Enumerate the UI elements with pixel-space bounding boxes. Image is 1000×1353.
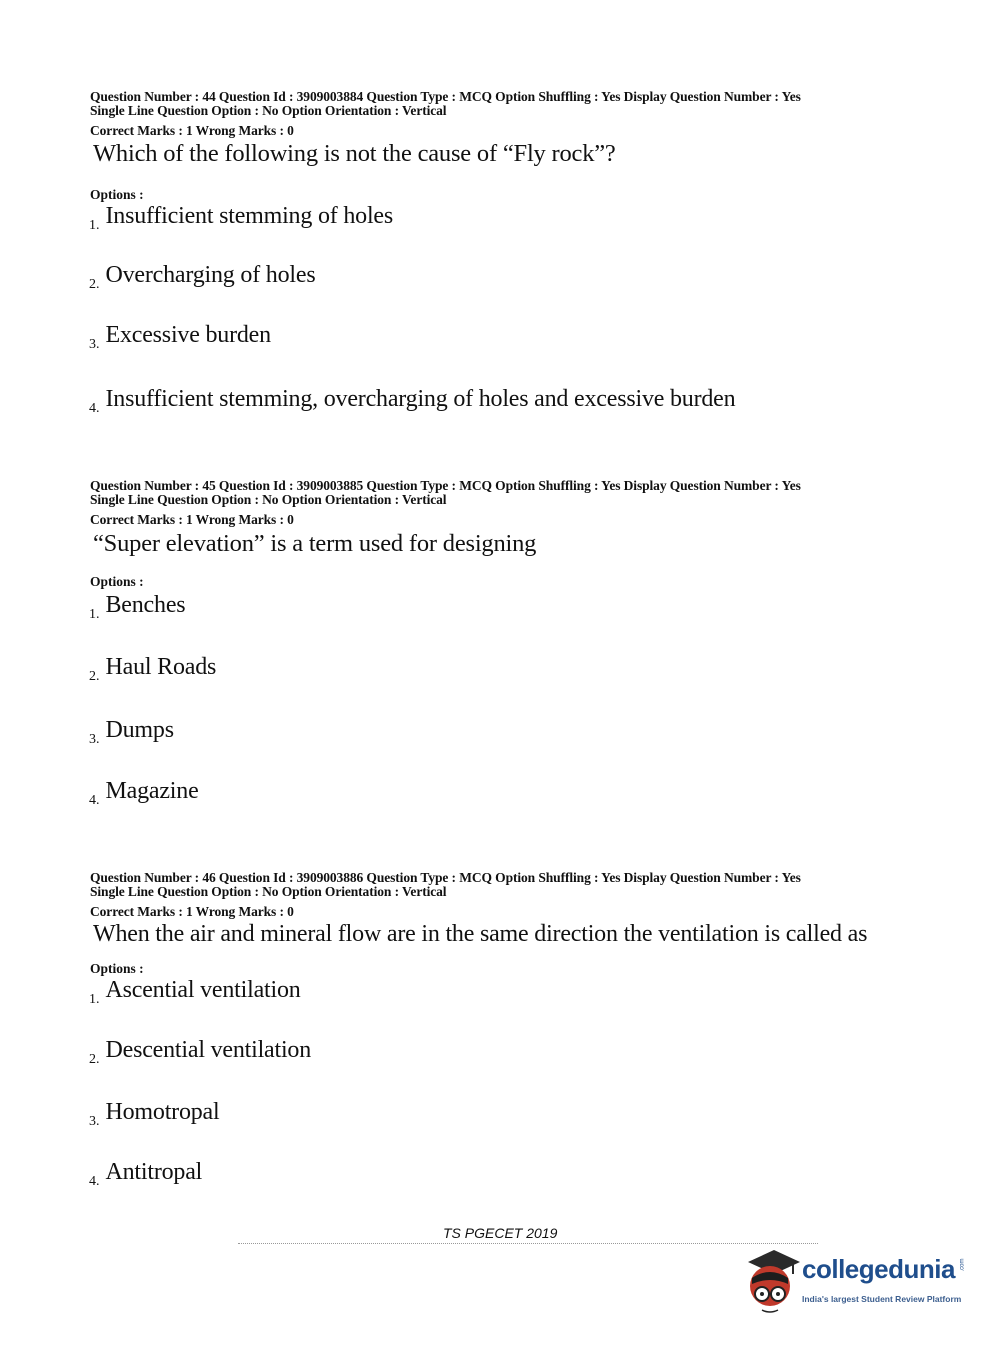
q45-options-label: Options : xyxy=(90,574,144,589)
option-number: 2. xyxy=(89,277,100,292)
option-text: Excessive burden xyxy=(105,322,271,348)
footer-divider xyxy=(238,1243,818,1246)
q46-options-label: Options : xyxy=(90,961,144,976)
option-number: 2. xyxy=(89,1052,100,1067)
option-number: 4. xyxy=(89,1174,100,1189)
option-text: Haul Roads xyxy=(105,654,217,680)
q46-marks: Correct Marks : 1 Wrong Marks : 0 xyxy=(90,904,294,919)
option-number: 3. xyxy=(89,337,100,352)
q46-option-3 xyxy=(89,1099,219,1130)
option-text: Antitropal xyxy=(105,1159,203,1185)
option-text: Descential ventilation xyxy=(105,1037,312,1063)
option-text: Insufficient stemming, overcharging of holes and excessive burden xyxy=(105,386,736,412)
q46-option-2 xyxy=(89,1037,311,1068)
q44-option-3 xyxy=(89,322,271,353)
option-text: Homotropal xyxy=(105,1099,220,1125)
q46-question-text: When the air and mineral flow are in the same direction the ventilation is called as xyxy=(93,921,868,947)
q46-meta-line1: Question Number : 46 Question Id : 3909003886 Question Type : MCQ Option Shuffling : Yes Display Question Number : Yes xyxy=(90,870,801,885)
q45-option-4 xyxy=(89,778,199,809)
q45-option-2 xyxy=(89,654,216,685)
option-number: 1. xyxy=(89,992,100,1007)
option-number: 4. xyxy=(89,401,100,416)
q46-option-1 xyxy=(89,977,301,1008)
q44-marks: Correct Marks : 1 Wrong Marks : 0 xyxy=(90,123,294,138)
logo-wordmark: collegedunia xyxy=(802,1254,955,1284)
mascot-icon xyxy=(740,1248,802,1318)
option-text: Insufficient stemming of holes xyxy=(105,203,394,229)
option-text: Ascential ventilation xyxy=(105,977,301,1003)
option-text: Dumps xyxy=(105,717,174,743)
q44-option-4 xyxy=(89,386,735,417)
q44-meta-line2: Single Line Question Option : No Option Orientation : Vertical xyxy=(90,103,447,118)
q44-question-text: Which of the following is not the cause of “Fly rock”? xyxy=(93,140,616,167)
logo-com-suffix: .com xyxy=(959,1258,966,1272)
option-number: 3. xyxy=(89,1114,100,1129)
q45-question-text: “Super elevation” is a term used for designing xyxy=(93,530,537,557)
q46-meta-line2: Single Line Question Option : No Option Orientation : Vertical xyxy=(90,884,447,899)
option-text: Magazine xyxy=(105,778,199,804)
option-number: 1. xyxy=(89,607,100,622)
q45-meta-line2: Single Line Question Option : No Option Orientation : Vertical xyxy=(90,492,447,507)
q45-meta-line1: Question Number : 45 Question Id : 3909003885 Question Type : MCQ Option Shuffling : Yes Display Question Number : Yes xyxy=(90,478,801,493)
option-number: 3. xyxy=(89,732,100,747)
option-number: 2. xyxy=(89,669,100,684)
logo-tagline: India's largest Student Review Platform xyxy=(802,1294,962,1304)
option-text: Overcharging of holes xyxy=(105,262,316,288)
option-number: 1. xyxy=(89,218,100,233)
q45-marks: Correct Marks : 1 Wrong Marks : 0 xyxy=(90,512,294,527)
q45-option-3 xyxy=(89,717,174,748)
collegedunia-logo xyxy=(740,1248,970,1318)
option-text: Benches xyxy=(105,592,186,618)
q44-meta-line1: Question Number : 44 Question Id : 3909003884 Question Type : MCQ Option Shuffling : Yes Display Question Number : Yes xyxy=(90,89,801,104)
q45-option-1 xyxy=(89,592,185,623)
footer-exam-label: TS PGECET 2019 xyxy=(443,1225,558,1241)
q44-options-label: Options : xyxy=(90,187,144,202)
option-number: 4. xyxy=(89,793,100,808)
q44-option-2 xyxy=(89,262,315,293)
q44-option-1 xyxy=(89,203,393,234)
q46-option-4 xyxy=(89,1159,202,1190)
